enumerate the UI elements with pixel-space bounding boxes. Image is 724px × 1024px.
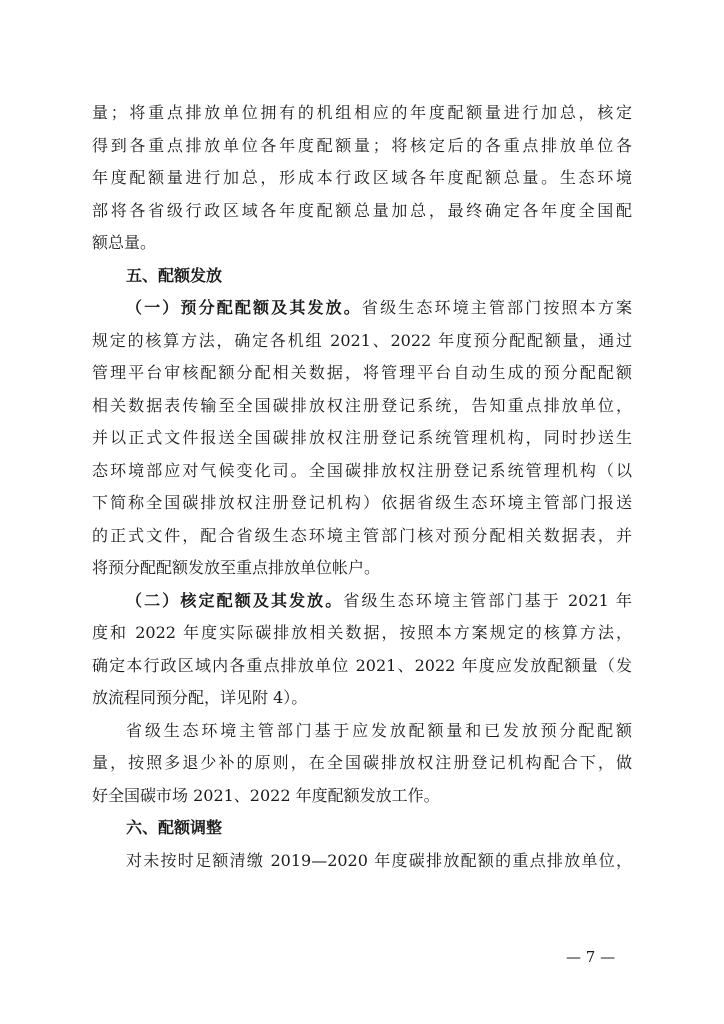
text-line: 对未按时足额清缴 2019—2020 年度碳排放配额的重点排放单位，: [126, 850, 632, 870]
text-line: 部将各省级行政区域各年度配额总量加总，最终确定各年度全国配: [92, 200, 632, 220]
text-line: 确定本行政区域内各重点排放单位 2021、2022 年度应发放配额量（发: [92, 655, 632, 675]
text-line: 规定的核算方法，确定各机组 2021、2022 年度预分配配额量，通过: [92, 330, 632, 350]
text-line: 好全国碳市场 2021、2022 年度配额发放工作。: [92, 785, 440, 805]
text-line: 放流程同预分配，详见附 4）。: [92, 688, 308, 707]
text-run: 省级生态环境主管部门按照本方案: [361, 298, 632, 317]
text-line: 度和 2022 年度实际碳排放相关数据，按照本方案规定的核算方法，: [92, 623, 632, 642]
text-line: 的正式文件，配合省级生态环境主管部门核对预分配相关数据表，并: [92, 525, 632, 545]
text-line: 省级生态环境主管部门基于应发放配额量和已发放预分配配额: [126, 720, 632, 740]
text-run: 省级生态环境主管部门基于 2021 年: [343, 590, 632, 610]
text-line: 管理平台审核配额分配相关数据，将管理平台自动生成的预分配配额: [92, 363, 632, 382]
page-number: — 7 —: [566, 948, 616, 966]
text-line: 量，按照多退少补的原则，在全国碳排放权注册登记机构配合下，做: [92, 753, 632, 772]
text-line: 将预分配配额发放至重点排放单位帐户。: [92, 558, 381, 577]
section-heading-5: 五、配额发放: [126, 265, 223, 285]
text-line: 相关数据表传输至全国碳排放权注册登记系统，告知重点排放单位，: [92, 395, 632, 415]
text-line: 量；将重点排放单位拥有的机组相应的年度配额量进行加总，核定: [92, 103, 632, 122]
text-line: 得到各重点排放单位各年度配额量；将核定后的各重点排放单位各: [92, 135, 632, 155]
text-line: 态环境部应对气候变化司。全国碳排放权注册登记系统管理机构（以: [92, 460, 632, 480]
body-text: [92, 97, 632, 877]
section-heading-6: 六、配额调整: [126, 818, 223, 837]
text-line: 并以正式文件报送全国碳排放权注册登记系统管理机构，同时抄送生: [92, 428, 632, 447]
subsection-1-title: （一）预分配配额及其发放。: [126, 298, 362, 317]
text-line: 年度配额量进行加总，形成本行政区域各年度配额总量。生态环境: [92, 168, 632, 187]
subsection-2-title: （二）核定配额及其发放。: [126, 590, 344, 610]
subsection-1-first-line: [92, 292, 632, 325]
text-line: 额总量。: [92, 233, 157, 252]
subsection-2-first-line: [92, 585, 632, 618]
text-line: 下简称全国碳排放权注册登记机构）依据省级生态环境主管部门报送: [92, 493, 632, 512]
